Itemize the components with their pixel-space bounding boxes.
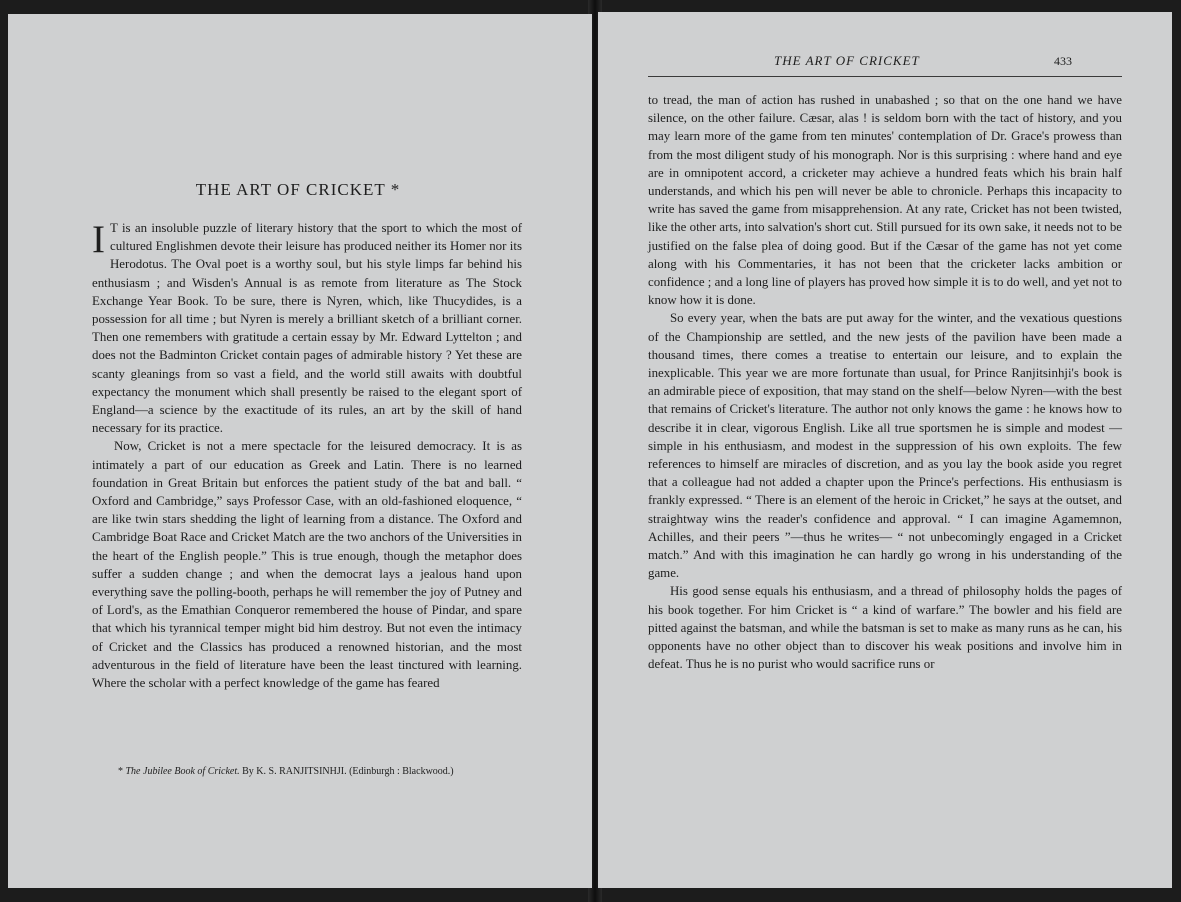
right-page-body	[648, 91, 1122, 674]
drop-cap: I	[92, 218, 105, 261]
paragraph: So every year, when the bats are put away for the winter, and the vexatious questions of the Championship are settled, and the new jests of the pavilion have been made a thousand times, there comes a treatise to entertain our leisure, and to explain the inexplicable. This year we are more fortunate than usual, for Prince Ranjitsinhji's book is an admirable piece of exposition, that may stand on the shelf—below Nyren—with the best that remains of Cricket's literature. The author not only knows the game : he knows how to describe it in clear, vigorous English. Like all true sportsmen he is simple and modest — simple in his enthusiasm, and modest in the suppression of his own exploits. The few references to himself are miracles of discretion, and as you lay the book aside you regret that a colleague had not added a chapter upon the Prince's perfections. His enthusiasm is frankly expressed. “ There is an element of the heroic in Cricket,” he says at the outset, and straightway wins the reader's confidence and approval. “ I can imagine Agamemnon, Achilles, and their peers ”—thus he writes— “ not unbecomingly engaged in a Cricket match.” And with this imagination he can hardly go wrong in his understanding of the game.	[648, 311, 1122, 581]
paragraph: Now, Cricket is not a mere spectacle for the leisured democracy. It is as intimately a part of our education as Greek and Latin. There is no learned foundation in Great Britain but enforces the patient study of the bat and ball. “ Oxford and Cambridge,” says Professor Case, with an old-fashioned eloquence, “ are like twin stars shedding the light of learning from a distance. The Oxford and Cambridge Boat Race and Cricket Match are the two anchors of the Universities in the heart of the English people.” This is true enough, though the metaphor does suffer a sudden change ; and when the democrat lays a jealous hand upon everything save the polling-booth, perhaps he will remember the joy of Putney and of Lord's, as the Emathian Conqueror remembered the house of Pindar, and spare that which his tyrannical temper might bid him destroy. But not even the intimacy of Cricket and the Classics has produced a renowned historian, and the most adventurous in the field of literature have been the least tinctured with learning. Where the scholar with a perfect knowledge of the game has feared	[92, 439, 522, 691]
paragraph: His good sense equals his enthusiasm, and a thread of philosophy holds the pages of his book together. For him Cricket is “ a kind of warfare.” The bowler and his field are pitted against the batsman, and while the batsman is set to make as many runs as he can, his opponents have no other object than to discover his weak positions and involve him in defeat. Thus he is no purist who would sacrifice runs or	[648, 584, 1122, 672]
left-page	[8, 14, 592, 888]
right-page	[598, 12, 1172, 888]
footnote-text: By K. S. RANJITSINHJI. (Edinburgh : Blackwood.)	[242, 766, 454, 777]
footnote	[118, 766, 538, 777]
paragraph-text: T is an insoluble puzzle of literary history that the sport to which the most of cultured Englishmen devote their leisure has produced neither its Homer nor its Herodotus. The Oval poet is a worthy soul, but his style limps far behind his enthusiasm ; and Wisden's Annual is as remote from literature as The Stock Exchange Year Book. To be sure, there is Nyren, which, like Thucydides, is a possession for all time ; but Nyren is merely a brilliant sketch of a brilliant corner. Then one remembers with gratitude a certain essay by Mr. Edward Lyttelton ; and does not the Badminton Cricket contain pages of admirable history ? Yet these are scanty gleanings from so vast a field, and the world still awaits with doubtful expectancy the monument which shall presently be raised to the elegant sport of England—a science by the exactitude of its rules, an art by the skill of hand necessary for its practice.	[92, 221, 522, 436]
running-head: THE ART OF CRICKET	[774, 53, 920, 68]
footnote-source: The Jubilee Book of Cricket.	[125, 766, 240, 777]
left-page-body	[92, 219, 522, 692]
article-title: THE ART OF CRICKET *	[195, 180, 401, 199]
paragraph: to tread, the man of action has rushed in unabashed ; so that on the one hand we have silence, on the other failure. Cæsar, alas ! is seldom born with the tact of history, and you may learn more of the game from ten minutes' contemplation of Dr. Grace's prowess than from the most diligent study of his monograph. Nor is this surprising : where hand and eye are in omnipotent accord, a cricketer may achieve a hundred feats which his brain half understands, and which his pen will never be able to chronicle. Perhaps this incapacity to write has saved the game from misapprehension. At any rate, Cricket has not been twisted, like the other arts, into salvation's short cut. Still pursued for its own sake, it needs not to be justified on the false plea of doing good. But if the Cæsar of the game has not yet come along with his Commentaries, it has not been that the cricketer lacks ambition or confidence ; and a long line of players has proved how simple it is to do well, and yet not to know how it is done.	[648, 93, 1122, 308]
footnote-mark: *	[118, 766, 123, 777]
opening-paragraph	[92, 219, 522, 437]
page-number: 433	[1054, 54, 1072, 68]
header-rule	[648, 76, 1122, 77]
